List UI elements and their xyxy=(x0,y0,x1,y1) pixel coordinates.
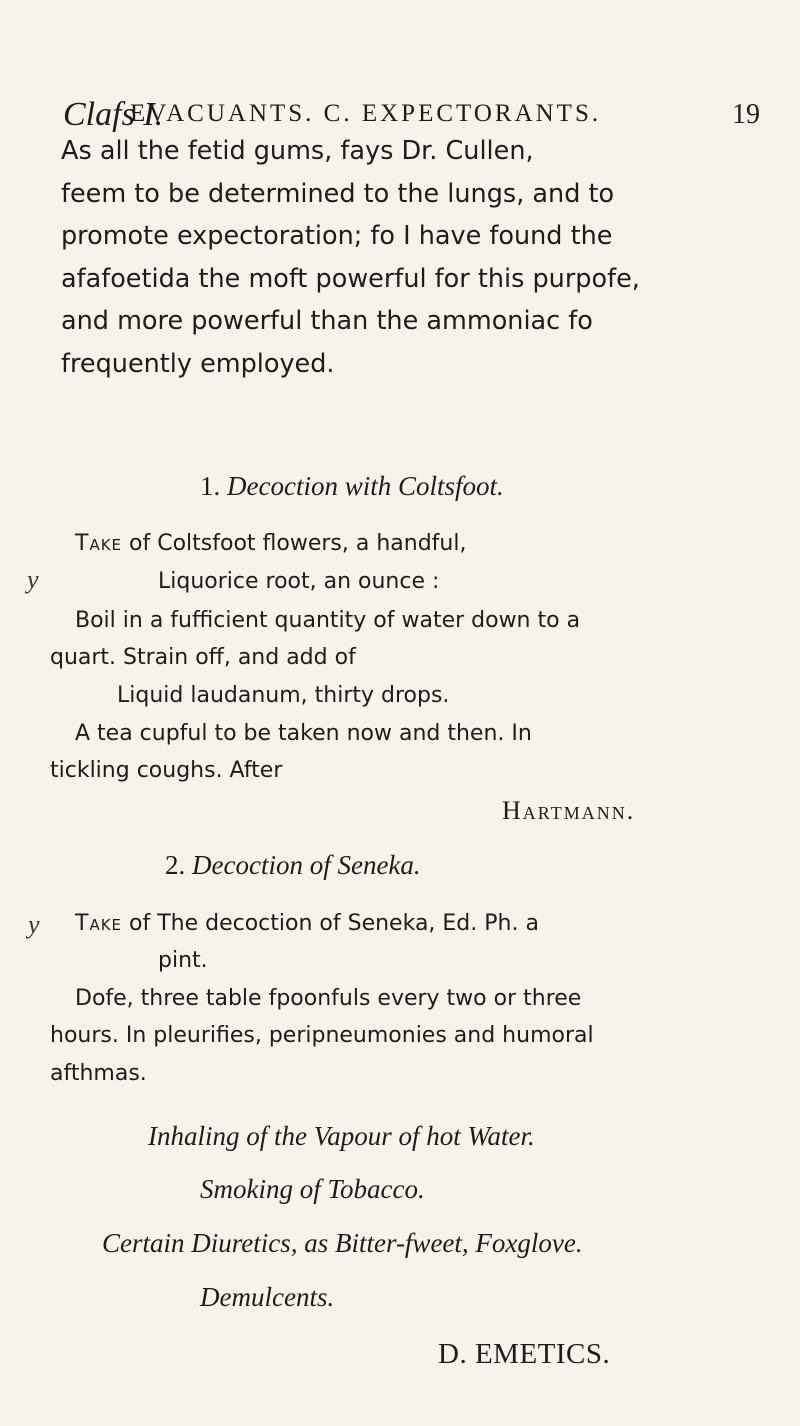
running-header-title: EVACUANTS. C. EXPECTORANTS. xyxy=(130,100,602,127)
page-number: 19 xyxy=(732,99,760,130)
recipe-line: Dofe, three table fpoonfuls every two or three xyxy=(75,986,582,1011)
recipe-line xyxy=(75,531,466,556)
recipe-text: of Coltsfoot flowers, a handful, xyxy=(129,531,467,556)
recipe-line: tickling coughs. After xyxy=(50,758,283,783)
intro-line: promote expectoration; fo I have found the xyxy=(61,221,613,251)
margin-annotation: y xyxy=(27,565,39,594)
recipe-text: of The decoction of Seneka, Ed. Ph. a xyxy=(129,911,539,936)
next-section-heading: D. EMETICS. xyxy=(438,1338,611,1370)
recipe-line: Liquorice root, an ounce : xyxy=(158,569,440,594)
recipe-heading-1 xyxy=(200,471,504,502)
expectorant-item: Smoking of Tobacco. xyxy=(200,1174,425,1204)
expectorant-item: Certain Diuretics, as Bitter-fweet, Foxglove. xyxy=(102,1228,583,1258)
recipe-number: 2. xyxy=(165,850,186,880)
running-header-class: Clafs I. xyxy=(63,96,164,133)
recipe-line xyxy=(75,911,539,936)
recipe-line: pint. xyxy=(158,948,208,973)
take-word: Take xyxy=(75,531,123,556)
intro-line: afafoetida the moft powerful for this purpofe, xyxy=(61,263,640,294)
intro-paragraph xyxy=(61,130,741,385)
intro-line: and more powerful than the ammoniac fo xyxy=(61,306,593,336)
recipe-line: Liquid laudanum, thirty drops. xyxy=(117,683,450,708)
recipe-line: hours. In pleurifies, peripneumonies and humoral xyxy=(50,1023,594,1048)
recipe-authority: Hartmann. xyxy=(502,796,636,825)
intro-line: feem to be determined to the lungs, and to xyxy=(61,178,615,209)
expectorant-item: Inhaling of the Vapour of hot Water. xyxy=(148,1121,535,1151)
recipe-number: 1. xyxy=(200,471,221,501)
take-word: Take xyxy=(75,911,123,936)
recipe-line: Boil in a fufficient quantity of water down to a xyxy=(75,608,581,633)
margin-annotation: y xyxy=(28,910,40,939)
recipe-line: afthmas. xyxy=(50,1061,147,1086)
recipe-title: Decoction of Seneka. xyxy=(192,850,421,880)
recipe-line: quart. Strain off, and add of xyxy=(50,645,356,670)
expectorant-item: Demulcents. xyxy=(200,1282,335,1312)
recipe-title: Decoction with Coltsfoot. xyxy=(227,471,504,501)
intro-line: As all the fetid gums, fays Dr. Cullen, xyxy=(61,136,534,166)
intro-line: frequently employed. xyxy=(61,348,335,379)
recipe-line: A tea cupful to be taken now and then. In xyxy=(75,721,532,746)
recipe-heading-2 xyxy=(165,850,421,881)
